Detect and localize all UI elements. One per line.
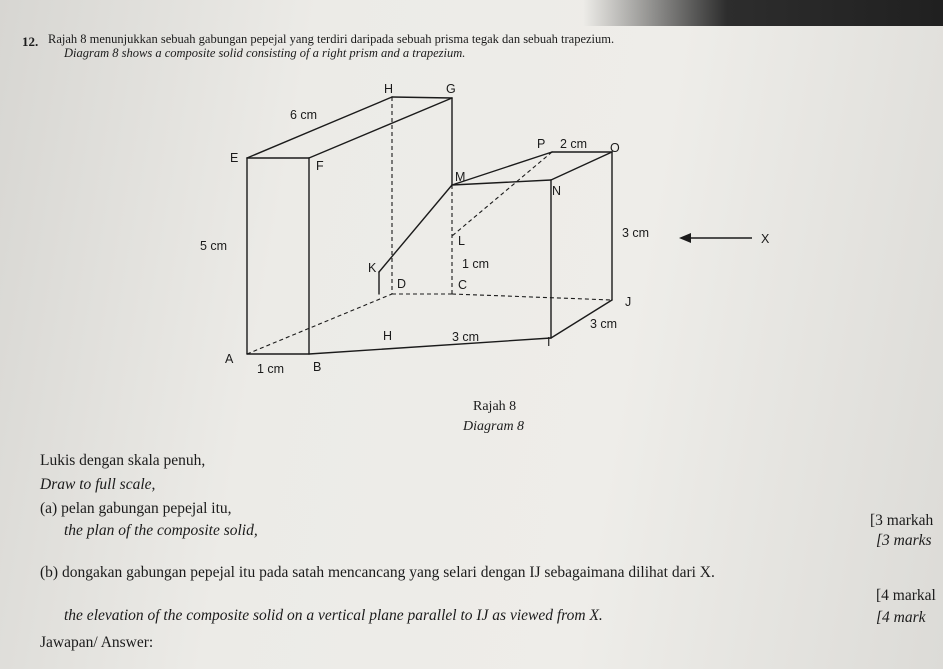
part-b-marks-english: [4 mark xyxy=(876,609,926,626)
dim-HI: 3 cm xyxy=(452,330,480,344)
part-a-marks-english: [3 marks xyxy=(876,532,932,549)
part-a-marks-malay: [3 markah xyxy=(870,512,934,529)
instruction-english: Draw to full scale, xyxy=(40,476,156,493)
part-b-english: the elevation of the composite solid on a vertical plane parallel to IJ as viewed from X. xyxy=(64,607,603,624)
dim-KD: 1 cm xyxy=(462,257,490,271)
dim-PO: 2 cm xyxy=(560,137,588,151)
question-number: 12. xyxy=(22,34,39,49)
view-arrow xyxy=(679,233,752,243)
edge-BI xyxy=(309,338,551,354)
label-B: B xyxy=(313,360,322,374)
label-L: L xyxy=(458,234,465,248)
part-b-marks-malay: [4 markal xyxy=(876,587,936,604)
label-M: M xyxy=(455,170,466,184)
edge-HG xyxy=(392,97,452,98)
edge-FG xyxy=(309,98,452,158)
label-O: O xyxy=(610,141,620,155)
label-D: D xyxy=(397,277,407,291)
label-E: E xyxy=(230,151,239,165)
hidden-PL xyxy=(452,152,552,236)
dim-top-length: 6 cm xyxy=(290,108,318,122)
caption-english: Diagram 8 xyxy=(463,419,525,434)
dim-NJ: 3 cm xyxy=(622,226,650,240)
hidden-CJ xyxy=(452,294,612,300)
hidden-AD xyxy=(247,294,392,354)
question-text-malay: Rajah 8 menunjukkan sebuah gabungan pepejal yang terdiri daripada sebuah prisma tegak dan sebuah trapezium. xyxy=(48,32,615,46)
label-J: J xyxy=(625,295,632,309)
label-K: K xyxy=(368,261,377,275)
caption-malay: Rajah 8 xyxy=(473,399,517,414)
dim-IJ: 3 cm xyxy=(590,317,618,331)
part-b-malay: (b) dongakan gabungan pepejal itu pada satah mencancang yang selari dengan IJ sebagaimana dilihat dari X. xyxy=(40,564,715,581)
answer-label: Jawapan/ Answer: xyxy=(40,634,154,651)
label-C: C xyxy=(458,278,468,292)
edge-KM xyxy=(379,185,452,272)
part-a-label: (a) xyxy=(40,500,58,517)
dim-AB: 1 cm xyxy=(257,362,285,376)
label-H-bottom: H xyxy=(383,329,393,343)
label-F: F xyxy=(316,159,324,173)
label-X: X xyxy=(761,232,770,246)
part-a-english: the plan of the composite solid, xyxy=(64,522,258,539)
instruction-malay: Lukis dengan skala penuh, xyxy=(40,452,206,469)
edge-NO xyxy=(551,152,612,180)
part-a-malay: (a) pelan gabungan pepejal itu, xyxy=(40,500,232,517)
dim-AE: 5 cm xyxy=(200,239,228,253)
label-I: I xyxy=(547,335,551,349)
label-G: G xyxy=(446,82,456,96)
question-text-english: Diagram 8 shows a composite solid consisting of a right prism and a trapezium. xyxy=(64,46,466,60)
label-N: N xyxy=(552,184,562,198)
label-A: A xyxy=(225,352,234,366)
part-b-label: (b) xyxy=(40,564,59,581)
label-P: P xyxy=(537,137,546,151)
edge-EH xyxy=(247,97,392,158)
label-H-top: H xyxy=(384,82,394,96)
